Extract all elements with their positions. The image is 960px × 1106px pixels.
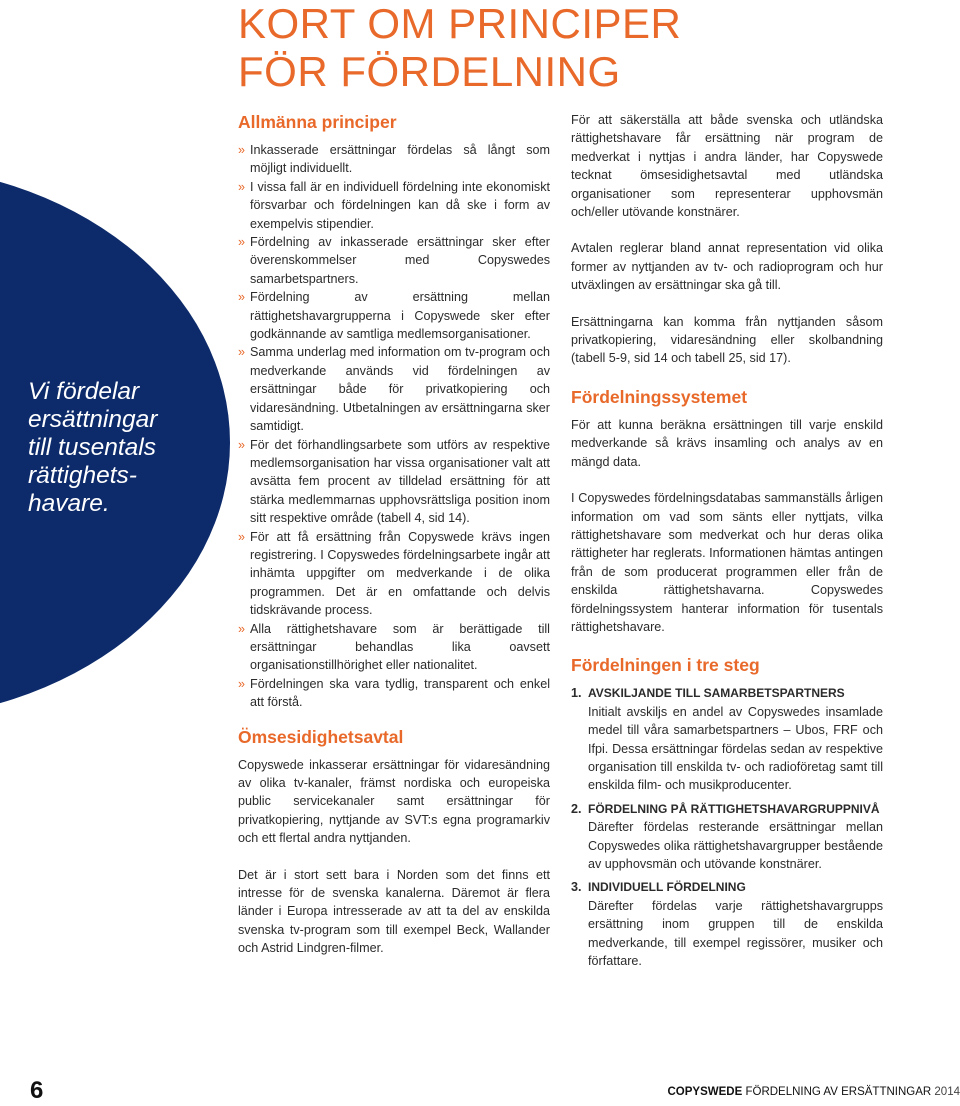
bullet-marker-icon: » [238,621,246,636]
title-line-1: KORT OM PRINCIPER [238,0,682,47]
list-item: » Fördelningen ska vara tydlig, transparent och enkel att förstå. [238,676,550,710]
bullet-marker-icon: » [238,235,246,250]
bullet-marker-icon: » [238,143,246,157]
list-item: » Fördelning av ersättning mellan rättighetshavargrupperna i Copyswede sker efter godkännande av samtliga medlemsorganisationer. [238,290,550,342]
pull-quote [28,378,157,518]
page-number: 6 [30,1077,44,1104]
step-number: 2. [571,801,582,816]
right-column [571,111,883,975]
footer-text: FÖRDELNING AV ERSÄTTNINGAR [745,1086,932,1098]
step-title: AVSKILJANDE TILL SAMARBETSPARTNERS [588,686,845,701]
reciprocity-paragraph: Copyswede inkasserar ersättningar för vidaresändning av olika tv-kanaler, främst nordiska och europeiska public servicekanaler samt ersättningar för privatkopiering, nyttjande av SVT:s egna programarkiv och ett flertal andra nyttjanden. [238,757,550,846]
reciprocity-heading: Ömsesidighetsavtal [238,726,404,747]
list-item: » Inkasserade ersättningar fördelas så långt som möjligt individuellt. [238,143,550,176]
footer-brand: COPYSWEDE [667,1086,743,1098]
list-item: » För att få ersättning från Copyswede krävs ingen registrering. I Copyswedes fördelningsarbete ingår att inhämta uppgifter om medverkande i de olika programmen. Det är en omfattande och delvis tidskrävande process. [238,529,550,618]
step-number: 1. [571,686,582,701]
footer-year: 2014 [934,1086,960,1098]
bullet-marker-icon: » [238,179,246,194]
step-title: INDIVIDUELL FÖRDELNING [588,880,746,895]
page-footer [668,1086,960,1098]
step-title: FÖRDELNING PÅ RÄTTIGHETSHAVARGRUPPNIVÅ [588,801,880,816]
quote-line: havare. [28,490,110,517]
reciprocity-paragraph: Det är i stort sett bara i Norden som det finns ett intresse för de svenska kanalerna. Däremot är flera länder i Europa intresserade av att ta del av enskilda svenska tv-program som till exempel Beck, Wallander och Astrid Lindgren-filmer. [238,867,550,956]
quote-line: rättighets- [28,462,137,489]
system-heading: Fördelningssystemet [571,386,748,407]
system-paragraph: För att kunna beräkna ersättningen till varje enskild medverkande så krävs insamling och analys av en mängd data. [571,417,883,469]
page-title [238,0,681,96]
step-body: Initialt avskiljs en andel av Copyswedes insamlade medel till våra samarbetspartners – Ubos, FRF och Ifpi. Dessa ersättningar fördelas sedan av respektive organisation till enskilda tv- och radioföretag samt till enskilda film- och musikproducenter. [588,704,883,793]
list-item: » Fördelning av inkasserade ersättningar sker efter överenskommelser med Copyswedes samarbetspartners. [238,235,550,286]
left-column [238,111,550,976]
quote-line: Vi fördelar [28,378,140,405]
step-item [571,684,883,794]
list-item: » I vissa fall är en individuell fördelning inte ekonomiskt försvarbar och fördelningen kan då ske i form av exempelvis stipendier. [238,179,550,231]
step-number: 3. [571,880,582,895]
bullet-marker-icon: » [238,437,246,452]
title-line-2: FÖR FÖRDELNING [238,48,621,95]
bullet-marker-icon: » [238,345,246,360]
step-item [571,878,883,970]
list-item: » För det förhandlingsarbete som utförs av respektive medlemsorganisation har vissa organisationer valt att avsätta fem procent av tilldelad ersättning för att stärka medlemmarnas upphovsrättsliga position inom sitt respektive område (tabell 4, sid 14). [238,437,550,526]
intro-paragraph: Ersättningarna kan komma från nyttjanden såsom privatkopiering, vidaresändning eller skolbandning (tabell 5-9, sid 14 och tabell 25, sid 17). [571,314,883,366]
step-body: Därefter fördelas resterande ersättningar mellan Copyswedes olika rättighetshavargrupper bestående av upphovsmän och utövande konstnärer. [588,820,883,871]
list-item: » Alla rättighetshavare som är berättigade till ersättningar behandlas lika oavsett organisationstillhörighet eller nationalitet. [238,621,550,673]
principles-list [238,141,550,712]
quote-line: ersättningar [28,406,158,433]
step-body: Därefter fördelas varje rättighetshavargrupps ersättning inom gruppen till de enskilda medverkande, till exempel regissörer, musiker och författare. [588,898,883,969]
list-item: » Samma underlag med information om tv-program och medverkande används vid fördelningen av ersättningar både för privatkopiering och vidaresändning. Utbetalningen av ersättningarna sker samtidigt. [238,345,550,434]
bullet-marker-icon: » [238,676,246,691]
intro-paragraph: Avtalen reglerar bland annat representation vid olika former av nyttjanden av tv- och radioprogram och hur utväxlingen av ersättningar ska gå till. [571,241,883,293]
quote-line: till tusentals [28,434,157,461]
bullet-marker-icon: » [238,529,246,544]
bullet-marker-icon: » [238,290,246,305]
step-item [571,800,883,874]
intro-paragraph: För att säkerställa att både svenska och utländska rättighetshavare får ersättning när program de medverkat i nyttjas i andra länder, har Copyswede tecknat ömsesidighetsavtal med utländska organisationer som representerar upphovsmän och/eller utövande konstnärer. [571,113,883,220]
steps-list [571,684,883,970]
system-paragraph: I Copyswedes fördelningsdatabas sammanställs årligen information om vad som sänts eller nyttjats, vilka rättighetshavare som medverkat och hur deras olika rättigheter har reglerats. Informationen hämtas antingen från de som producerat programmen eller från de enskilda rättighetshavarna. Copyswedes fördelningssystem hanterar information för tusentals rättighetshavare. [571,491,883,634]
steps-heading: Fördelningen i tre steg [571,655,760,676]
principles-heading: Allmänna principer [238,112,397,132]
